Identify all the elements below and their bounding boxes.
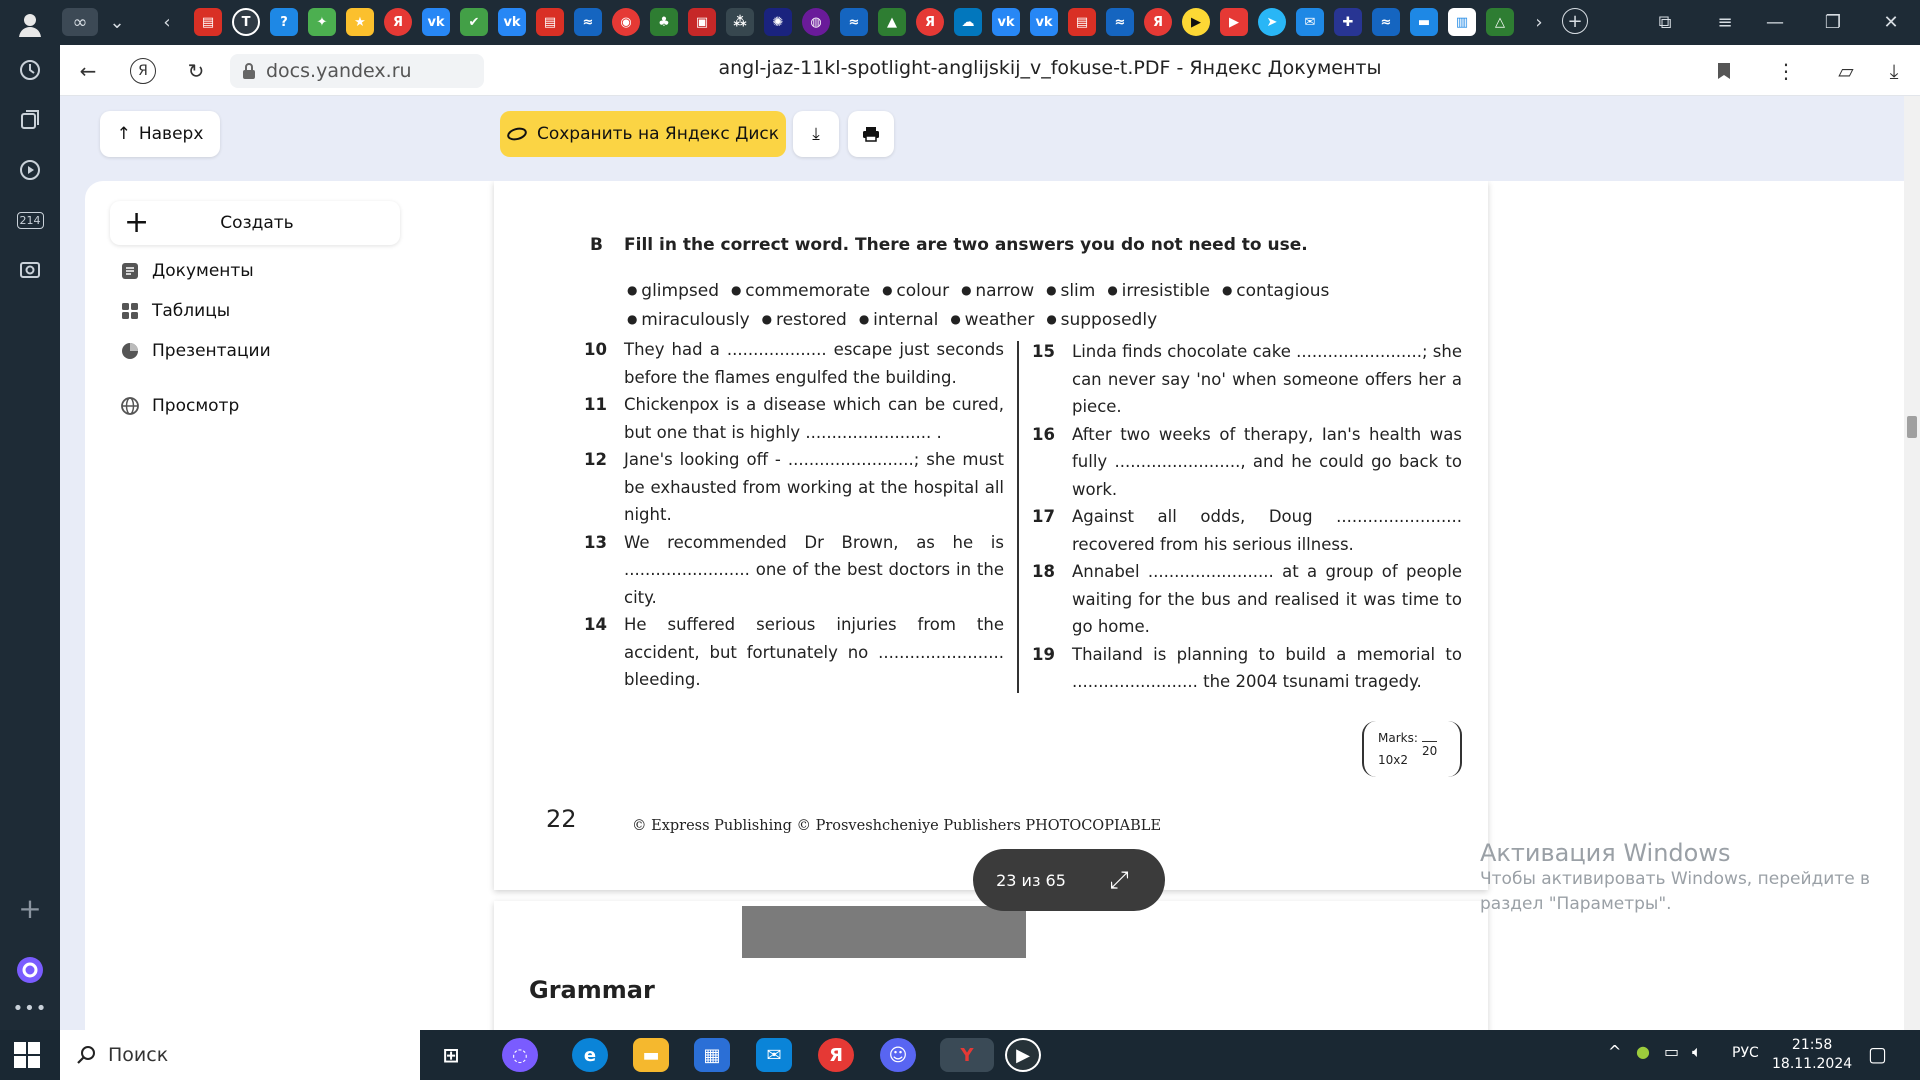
exercise-item-number: 19 [1032, 644, 1055, 664]
collections-bar-icon[interactable]: ⧉ [1658, 11, 1672, 33]
windows-activation-watermark [1480, 839, 1904, 917]
word-bank [627, 276, 1387, 334]
word-bank-word: ● weather [950, 310, 1034, 330]
tab-edu-icon-3[interactable]: ≈ [1106, 8, 1134, 36]
close-icon[interactable]: ✕ [1883, 11, 1899, 33]
word-bank-word: ● glimpsed [627, 281, 719, 301]
bookmark-icon[interactable] [1710, 57, 1738, 85]
taskbar-alice-icon[interactable]: ◌ [502, 1038, 538, 1072]
pdf-page-next [494, 901, 1488, 1030]
lock-icon [242, 63, 256, 79]
back-icon[interactable]: ← [79, 59, 97, 83]
exercise-item [1032, 338, 1462, 421]
exercise-item-text: They had a ................... escape just seconds before the flames engulfed the building. [624, 340, 1004, 387]
save-to-disk-label: Сохранить на Яндекс Диск [536, 124, 780, 144]
page-counter [973, 849, 1165, 911]
taskbar-store-icon[interactable]: ▦ [694, 1038, 730, 1072]
sidebar-item-label: Презентации [152, 341, 271, 361]
tab-vk-icon-2[interactable]: vk [498, 8, 526, 36]
tab-chat-icon[interactable]: ▬ [1410, 8, 1438, 36]
exercise-letter: B [590, 235, 603, 255]
tab-yandex-icon[interactable]: Я [384, 8, 412, 36]
tab-docs-active-icon[interactable]: ▥ [1448, 8, 1476, 36]
task-view-icon[interactable]: ⊞ [442, 1043, 460, 1067]
create-button[interactable] [110, 201, 400, 245]
rail-counter: 214 [17, 212, 44, 229]
marks-box [1362, 721, 1462, 777]
sidebar-item-label: Таблицы [152, 301, 231, 321]
clock-time: 21:58 [1791, 1037, 1833, 1053]
word-bank-row [627, 276, 1387, 305]
tray-expand-icon[interactable]: ^ [1608, 1042, 1622, 1061]
tab-box-icon[interactable]: ▣ [688, 8, 716, 36]
exercise-item [1032, 503, 1462, 558]
pdf-page [494, 181, 1488, 890]
exercise-item-number: 10 [584, 340, 607, 359]
marks-total: 20 [1422, 741, 1437, 758]
word-bank-word: ● miraculously [627, 310, 750, 330]
exercise-item [1032, 421, 1462, 504]
exercise-item-text: We recommended Dr Brown, as he is ........................ one of the best doctors in the city. [624, 532, 1004, 607]
scroll-top-label: Наверх [138, 124, 204, 144]
exercise-item-text: After two weeks of therapy, Ian's health was fully ........................, and he could go back to work. [1072, 424, 1462, 499]
exercise-item-number: 11 [584, 395, 607, 414]
column-divider [1017, 341, 1019, 693]
print-button[interactable] [848, 111, 894, 157]
arrow-up-icon: ↑ [116, 124, 131, 144]
exercise-instruction: Fill in the correct word. There are two answers you do not need to use. [624, 235, 1308, 255]
volume-icon[interactable]: 🔈︎ [1692, 1042, 1702, 1061]
scroll-top-button[interactable] [100, 111, 220, 157]
language-indicator[interactable]: РУС [1732, 1045, 1759, 1061]
taskbar-yandex-browser-icon[interactable]: Y [940, 1038, 994, 1072]
word-bank-word: ● irresistible [1107, 281, 1210, 301]
tab-edu-icon-4[interactable]: ≈ [1372, 8, 1400, 36]
tab-yandex-icon-2[interactable]: Я [916, 8, 944, 36]
tab-help-icon[interactable]: ? [270, 8, 298, 36]
tab-drive-icon[interactable]: △ [1486, 8, 1514, 36]
tab-t-icon[interactable]: T [232, 8, 260, 36]
taskbar-yandex-icon[interactable]: Я [818, 1038, 854, 1072]
taskbar-mail-icon[interactable]: ✉ [756, 1038, 792, 1072]
url-field[interactable] [230, 54, 484, 88]
exercise-item [1032, 641, 1462, 696]
minimize-icon[interactable]: — [1766, 11, 1784, 33]
tab-telegram-icon[interactable]: ➤ [1258, 8, 1286, 36]
sidebar-item-presentations[interactable] [120, 341, 271, 361]
tab-pdf-icon-3[interactable]: ▤ [1068, 8, 1096, 36]
plus-icon: + [124, 205, 150, 240]
exercise-item-text: Jane's looking off - ........................; she must be exhausted from working at the hospital all night. [624, 450, 1004, 524]
chevron-right-icon[interactable]: › [1535, 11, 1543, 33]
taskbar-edge-icon[interactable]: e [572, 1038, 608, 1072]
printer-icon [862, 126, 880, 142]
exercise-item [584, 446, 1004, 529]
watermark-text: Чтобы активировать Windows, перейдите в раздел "Параметры". [1480, 869, 1871, 914]
windows-taskbar [0, 1030, 1920, 1080]
tab-flag-icon[interactable]: ✚ [1334, 8, 1362, 36]
exercise-item [584, 391, 1004, 446]
exercise-item-text: Linda finds chocolate cake ........................; she can never say 'no' when someone offers her a piece. [1072, 342, 1463, 416]
copyright-line: © Express Publishing © Prosveshcheniye Publishers PHOTOCOPIABLE [632, 818, 1162, 834]
tab-star-icon[interactable]: ★ [346, 8, 374, 36]
exercise-item-text: Chickenpox is a disease which can be cured, but one that is highly ........................ . [624, 395, 1004, 442]
counter-badge-icon[interactable] [12, 202, 48, 238]
marks-label: Marks: [1378, 731, 1418, 745]
history-icon[interactable] [12, 52, 48, 88]
exercise-item-text: He suffered serious injuries from the accident, but fortunately no ........................ bleeding. [624, 615, 1004, 689]
taskbar-search[interactable] [60, 1030, 420, 1080]
word-bank-word: ● internal [859, 310, 939, 330]
exercise-item-number: 14 [584, 615, 607, 634]
word-bank-row [627, 305, 1387, 334]
tab-play-icon[interactable]: ▶ [1182, 8, 1210, 36]
marks-formula: 10x2 [1378, 753, 1409, 767]
exercise-item-number: 18 [1032, 562, 1055, 581]
extensions-icon[interactable]: ▱ [1838, 59, 1854, 83]
battery-icon[interactable]: ▭ [1664, 1042, 1680, 1061]
exercise-item-text: Against all odds, Doug ........................ recovered from his serious illness. [1072, 507, 1462, 554]
tabs-group-icon[interactable]: ∞ [62, 8, 98, 36]
taskbar-media-icon[interactable]: ▶ [1005, 1038, 1041, 1072]
document-icon [120, 261, 140, 281]
watermark-title: Активация Windows [1480, 839, 1731, 867]
pie-icon [120, 341, 140, 361]
exercise-item [584, 529, 1004, 612]
page-number: 22 [546, 805, 577, 833]
reload-icon[interactable]: ↻ [187, 59, 205, 83]
search-icon [76, 1045, 96, 1065]
clock-date: 18.11.2024 [1772, 1056, 1853, 1072]
module-banner [742, 906, 1026, 958]
tab-pdf-icon[interactable]: ▤ [194, 8, 222, 36]
tab-edu-icon[interactable]: ≈ [574, 8, 602, 36]
exercise-item-number: 12 [584, 450, 607, 469]
notifications-icon[interactable]: ▢ [1868, 1042, 1887, 1066]
exercise-item-text: Thailand is planning to build a memorial to ........................ the 2004 tsunami tragedy. [1072, 644, 1462, 691]
disk-icon [507, 127, 527, 141]
add-panel-icon[interactable]: + [18, 891, 42, 925]
chevron-left-icon[interactable]: ‹ [163, 11, 171, 33]
items-column-left [584, 336, 1004, 694]
sidebar-item-tables[interactable] [120, 301, 230, 321]
yandex-logo-icon[interactable]: Я [130, 58, 156, 84]
page-counter-text: 23 из 65 [996, 870, 1066, 890]
tab-youtube-icon[interactable]: ▶ [1220, 8, 1248, 36]
tab-vk-icon-4[interactable]: vk [1030, 8, 1058, 36]
windows-start-icon[interactable] [14, 1042, 40, 1068]
tray-app-icon[interactable]: ● [1636, 1042, 1650, 1061]
tab-vk-icon-3[interactable]: vk [992, 8, 1020, 36]
download-icon: ⤓ [812, 124, 820, 144]
word-bank-word: ● restored [762, 310, 847, 330]
tab-yandex-icon-3[interactable]: Я [1144, 8, 1172, 36]
more-icon[interactable]: ••• [12, 997, 48, 1019]
exercise-item-number: 17 [1032, 507, 1055, 526]
tab-burst-icon[interactable]: ✺ [764, 8, 792, 36]
exercise-item-number: 16 [1032, 424, 1055, 444]
taskbar-discord-icon[interactable]: ☺ [880, 1038, 916, 1072]
exercise-item [584, 336, 1004, 391]
section-heading: Grammar [529, 976, 655, 1004]
tab-mail-icon[interactable]: ✉ [1296, 8, 1324, 36]
restore-icon[interactable]: ❐ [1824, 11, 1842, 33]
sidebar-item-label: Просмотр [152, 396, 240, 416]
save-to-disk-button[interactable] [500, 111, 786, 157]
tab-leaf-icon[interactable]: ✦ [308, 8, 336, 36]
alice-icon[interactable] [12, 952, 48, 988]
tab-globe-icon[interactable]: ◍ [802, 8, 830, 36]
exercise-item [1032, 558, 1462, 641]
play-icon[interactable] [12, 152, 48, 188]
table-icon [120, 301, 140, 321]
sidebar [85, 181, 405, 1030]
page-title: angl-jaz-11kl-spotlight-anglijskij_v_fokuse-t.PDF - Яндекс Документы [718, 57, 1382, 79]
browser-side-rail [0, 0, 60, 1030]
tab-dots-icon[interactable]: ⁂ [726, 8, 754, 36]
word-bank-word: ● commemorate [731, 281, 870, 301]
sidebar-item-view[interactable] [120, 396, 239, 416]
create-label: Создать [220, 213, 294, 233]
word-bank-word: ● slim [1046, 281, 1095, 301]
menu-icon[interactable]: ≡ [1717, 11, 1733, 33]
yandex-docs-page [60, 96, 1904, 1030]
sidebar-item-label: Документы [152, 261, 254, 281]
scrollbar-thumb[interactable] [1907, 416, 1917, 438]
chevron-down-icon[interactable]: ⌄ [109, 11, 125, 33]
exercise-item-number: 15 [1032, 342, 1055, 361]
items-column-right [1032, 338, 1462, 696]
screenshot-icon[interactable] [12, 252, 48, 288]
globe-icon [120, 396, 140, 416]
exercise-item [584, 611, 1004, 694]
tab-bar [60, 0, 1920, 45]
tab-check-icon[interactable]: ✔ [460, 8, 488, 36]
clock[interactable] [1772, 1036, 1852, 1074]
document-viewer[interactable] [405, 181, 1904, 1030]
tab-edu-icon-2[interactable]: ≈ [840, 8, 868, 36]
address-bar [60, 45, 1920, 96]
word-bank-word: ● colour [882, 281, 949, 301]
url-text: docs.yandex.ru [266, 60, 412, 82]
tab-red-icon[interactable]: ◉ [612, 8, 640, 36]
taskbar-explorer-icon[interactable]: ▬ [633, 1038, 669, 1072]
sidebar-item-documents[interactable] [120, 261, 254, 281]
taskbar-search-placeholder: Поиск [108, 1044, 169, 1066]
exercise-item-number: 13 [584, 532, 607, 552]
downloads-icon[interactable]: ⤓ [1889, 59, 1899, 83]
tab-cap-icon[interactable]: ▲ [878, 8, 906, 36]
exercise-item-text: Annabel ........................ at a group of people waiting for the bus and realised it was time to go home. [1072, 562, 1462, 636]
tab-tree-icon[interactable]: ♣ [650, 8, 678, 36]
fullscreen-icon[interactable]: ⤢ [1109, 866, 1129, 894]
word-bank-word: ● contagious [1222, 281, 1329, 301]
word-bank-word: ● narrow [961, 281, 1034, 301]
tab-cloud-icon[interactable]: ☁ [954, 8, 982, 36]
tab-pdf-icon-2[interactable]: ▤ [536, 8, 564, 36]
more-vertical-icon[interactable]: ⋮ [1776, 59, 1796, 83]
collections-icon[interactable] [12, 102, 48, 138]
word-bank-word: ● supposedly [1046, 310, 1157, 330]
tab-vk-icon[interactable]: vk [422, 8, 450, 36]
profile-icon[interactable] [12, 6, 48, 42]
page-scrollbar[interactable] [1904, 96, 1920, 1030]
download-button[interactable] [793, 111, 839, 157]
new-tab-icon[interactable]: + [1562, 8, 1588, 34]
